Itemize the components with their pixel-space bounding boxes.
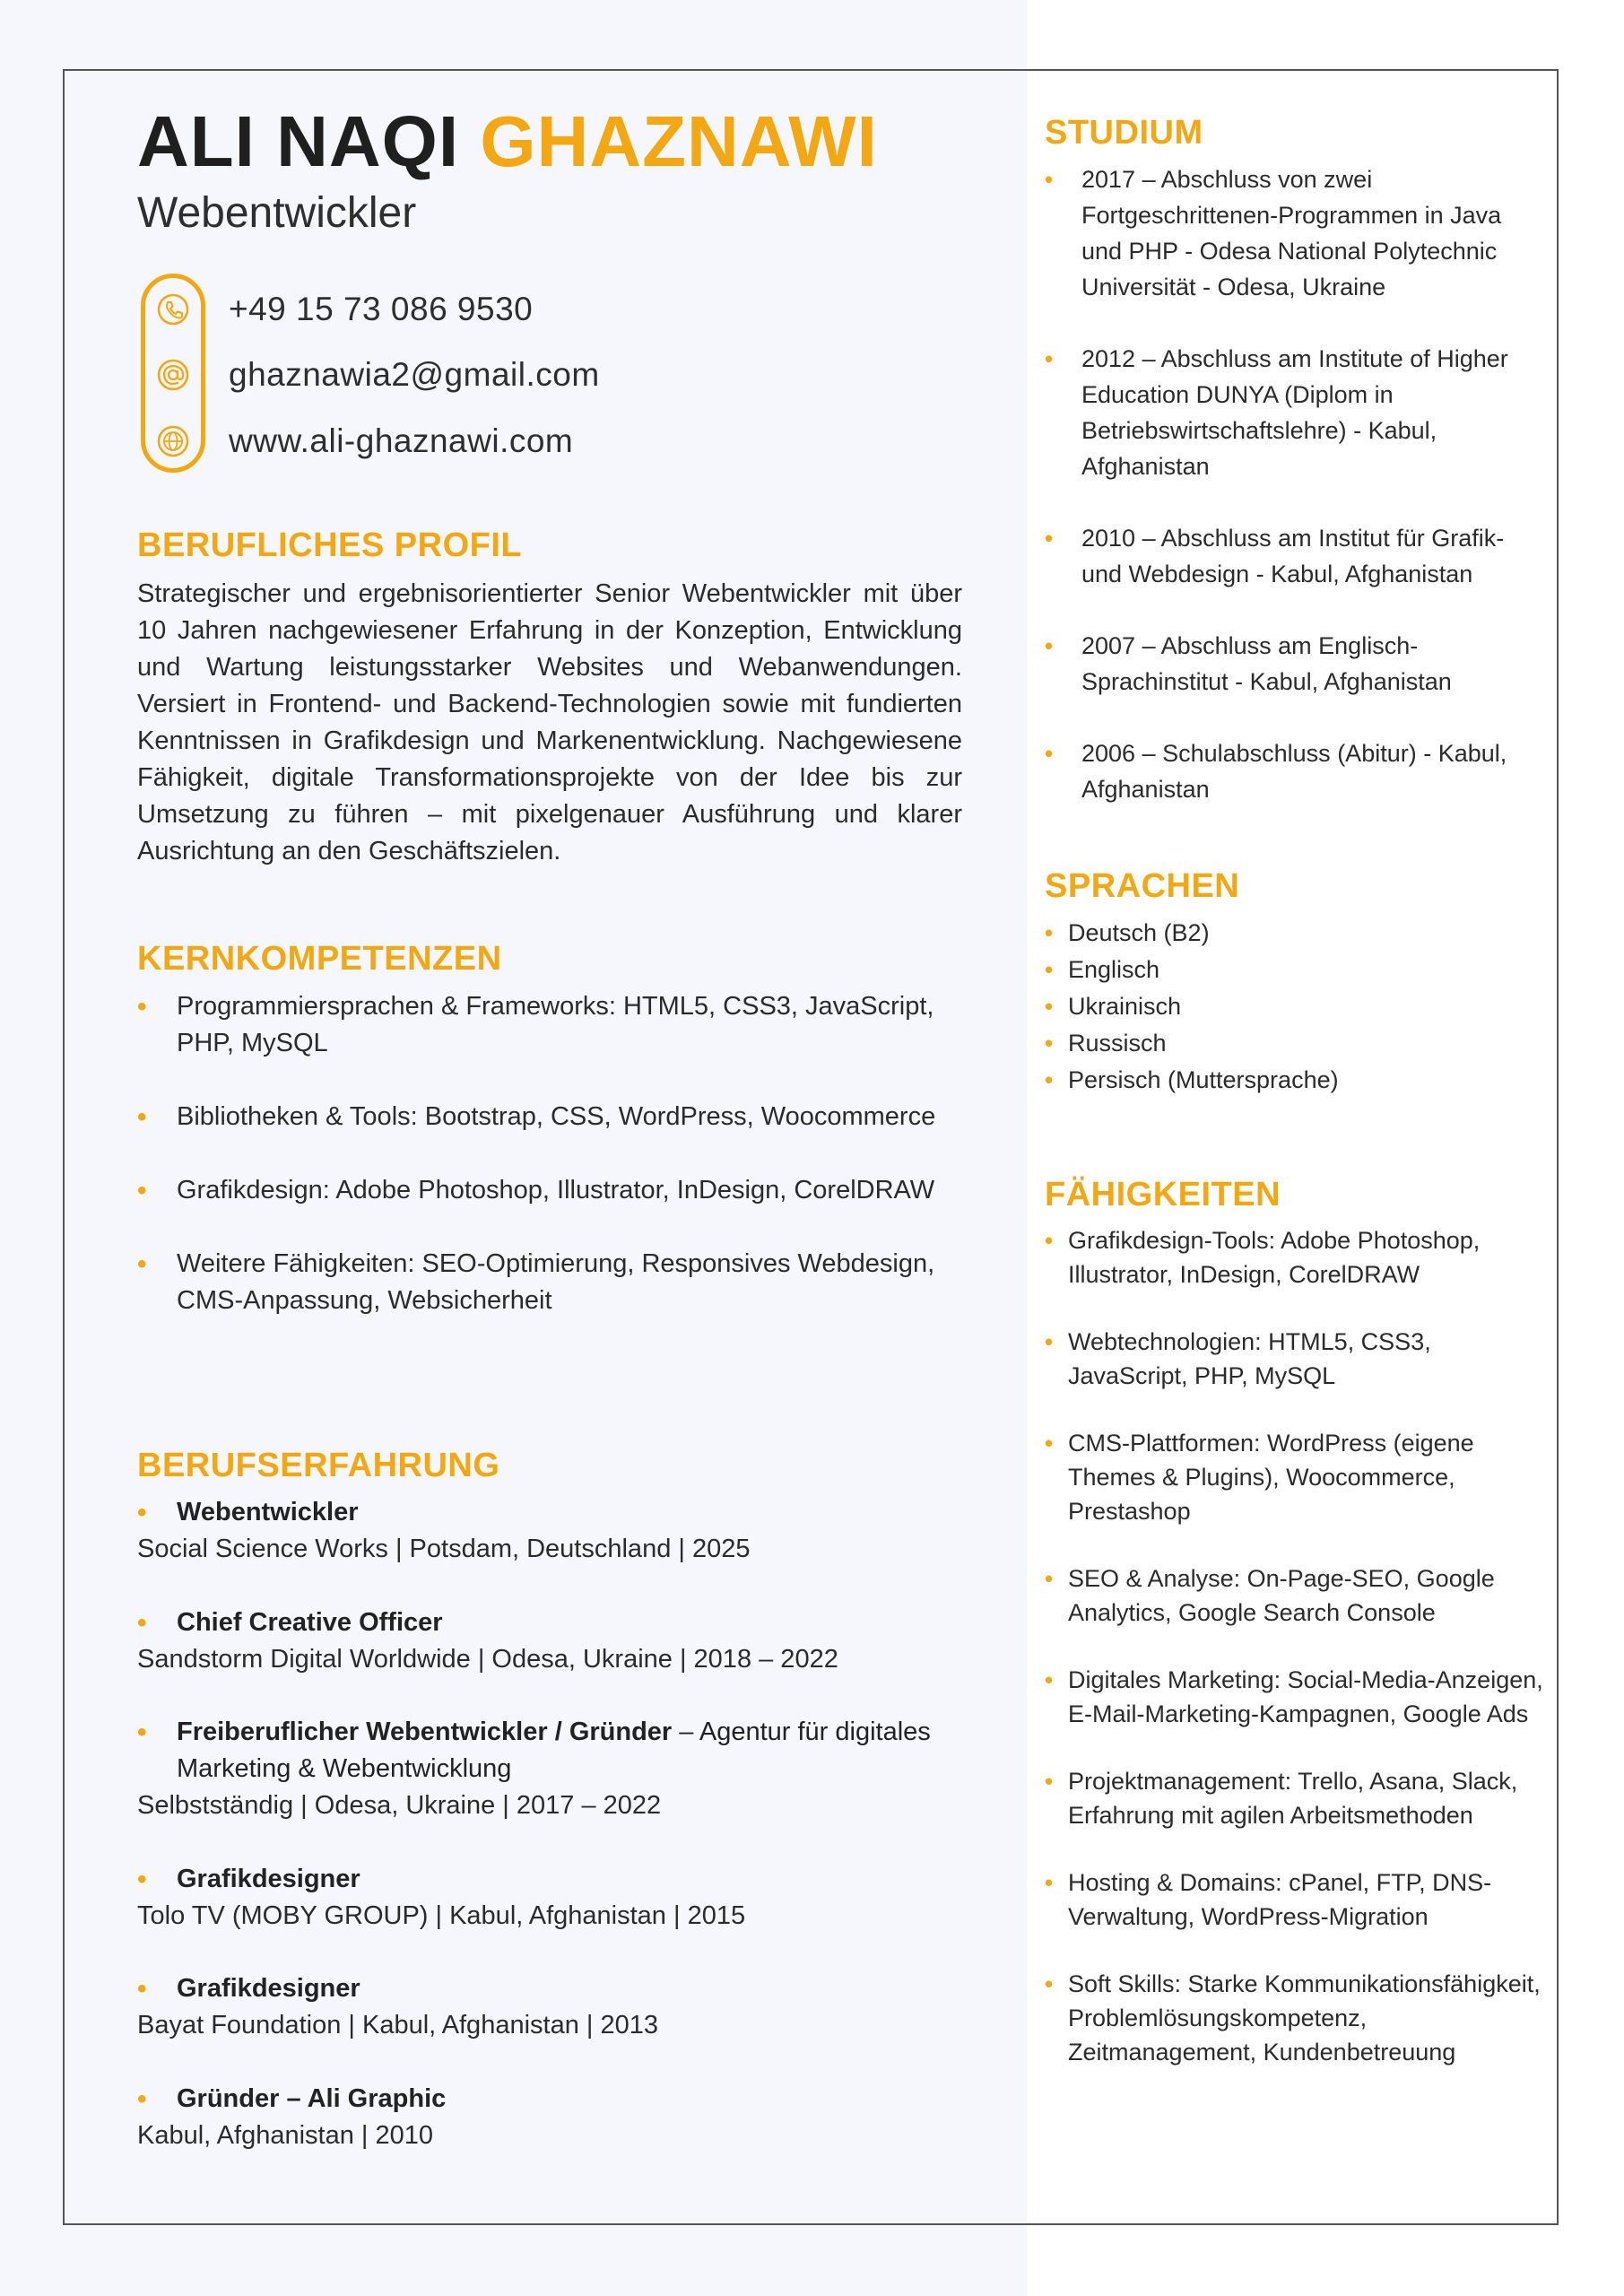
role-title: Freiberuflicher Webentwickler / Gründer	[177, 1718, 673, 1746]
list-item: • 2006 – Schulabschluss (Abitur) - Kabul, Afghanistan	[1045, 735, 1538, 807]
experience-role	[137, 1970, 962, 2007]
experience-entry	[137, 1494, 962, 1568]
list-item: • Grafikdesign: Adobe Photoshop, Illustrator, InDesign, CorelDRAW	[137, 1172, 980, 1209]
candidate-name	[137, 100, 878, 183]
list-item: • Weitere Fähigkeiten: SEO-Optimierung, Responsives Webdesign, CMS-Anpassung, Websicherheit	[137, 1246, 980, 1319]
experience-role	[137, 1605, 962, 1641]
website-url[interactable]: www.ali-ghaznawi.com	[229, 422, 574, 459]
list-item: • Webtechnologien: HTML5, CSS3, JavaScript, PHP, MySQL	[1045, 1325, 1556, 1393]
experience-detail: Kabul, Afghanistan | 2010	[137, 2121, 434, 2150]
role-title: Grafikdesigner	[177, 1865, 360, 1893]
list-item: • Deutsch (B2)	[1045, 915, 1511, 952]
competencies-list	[137, 988, 980, 1356]
list-item: • CMS-Plattformen: WordPress (eigene Themes & Plugins), Woocommerce, Prestashop	[1045, 1426, 1556, 1528]
first-names: ALI NAQI	[137, 101, 460, 181]
skills-heading: FÄHIGKEITEN	[1045, 1176, 1281, 1213]
list-item: • Ukrainisch	[1045, 988, 1511, 1025]
job-title: Webentwickler	[137, 189, 417, 237]
experience-entry	[137, 1970, 962, 2044]
list-item: • Projektmanagement: Trello, Asana, Slack, Erfahrung mit agilen Arbeitsmethoden	[1045, 1764, 1556, 1832]
list-item: • Englisch	[1045, 952, 1511, 988]
experience-heading: BERUFSERFAHRUNG	[137, 1447, 500, 1484]
list-item: • SEO & Analyse: On-Page-SEO, Google Analytics, Google Search Console	[1045, 1561, 1556, 1630]
list-item: • Persisch (Muttersprache)	[1045, 1062, 1511, 1099]
role-title: Grafikdesigner	[177, 1974, 360, 2003]
list-item: • 2007 – Abschluss am Englisch-Sprachinstitut - Kabul, Afghanistan	[1045, 628, 1538, 700]
list-item: • 2012 – Abschluss am Institute of Higher Education DUNYA (Diplom in Betriebswirtschaftslehre) - Kabul, Afghanistan	[1045, 341, 1538, 484]
list-item: • Programmiersprachen & Frameworks: HTML5, CSS3, JavaScript, PHP, MySQL	[137, 988, 980, 1062]
experience-entry	[137, 1714, 962, 1824]
surname: GHAZNAWI	[480, 101, 878, 181]
list-item: • Soft Skills: Starke Kommunikationsfähigkeit, Problemlösungskompetenz, Zeitmanagement, Kundenbetreuung	[1045, 1967, 1556, 2069]
skills-list	[1045, 1223, 1556, 2102]
role-title: Gründer – Ali Graphic	[177, 2084, 447, 2113]
experience-role	[137, 1714, 962, 1787]
competencies-heading: KERNKOMPETENZEN	[137, 940, 502, 978]
phone-number[interactable]: +49 15 73 086 9530	[229, 291, 534, 327]
role-title: Chief Creative Officer	[177, 1608, 443, 1637]
globe-icon	[155, 423, 191, 459]
languages-list	[1045, 915, 1511, 1099]
list-item: • Grafikdesign-Tools: Adobe Photoshop, Illustrator, InDesign, CorelDRAW	[1045, 1223, 1556, 1292]
list-item: • 2017 – Abschluss von zwei Fortgeschrittenen-Programmen in Java und PHP - Odesa National Polytechnic Universität - Odesa, Ukraine	[1045, 161, 1538, 305]
list-item: • Bibliotheken & Tools: Bootstrap, CSS, WordPress, Woocommerce	[137, 1099, 980, 1135]
experience-detail: Selbstständig | Odesa, Ukraine | 2017 – 2022	[137, 1791, 662, 1820]
experience-detail: Tolo TV (MOBY GROUP) | Kabul, Afghanistan | 2015	[137, 1901, 746, 1930]
list-item: • Russisch	[1045, 1025, 1511, 1062]
experience-role	[137, 1861, 962, 1898]
experience-role	[137, 2081, 962, 2118]
profile-heading: BERUFLICHES PROFIL	[137, 526, 523, 564]
at-icon	[155, 357, 191, 393]
role-description: – Agentur für digitales Marketing & Webentwicklung	[177, 1718, 931, 1783]
profile-text: Strategischer und ergebnisorientierter Senior Webentwickler mit über 10 Jahren nachgewiesener Erfahrung in der Konzeption, Entwicklung und Wartung leistungsstarker Websites und Webanwendungen. Versiert in Frontend- und Backend-Technologien sowie mit fundierten Kenntnissen in Grafikdesign und Markenentwicklung. Nachgewiesene Fähigkeit, digitale Transformationsprojekte von der Idee bis zur Umsetzung zu führen – mit pixelgenauer Ausführung und klarer Ausrichtung an den Geschäftszielen.	[137, 579, 962, 865]
list-item: • Digitales Marketing: Social-Media-Anzeigen, E-Mail-Marketing-Kampagnen, Google Ads	[1045, 1663, 1556, 1731]
education-heading: STUDIUM	[1045, 114, 1203, 152]
experience-entry	[137, 2081, 962, 2154]
experience-detail: Social Science Works | Potsdam, Deutschland | 2025	[137, 1535, 751, 1563]
phone-icon	[155, 291, 191, 327]
experience-detail: Sandstorm Digital Worldwide | Odesa, Ukraine | 2018 – 2022	[137, 1645, 838, 1674]
role-title: Webentwickler	[177, 1498, 359, 1526]
experience-entry	[137, 1605, 962, 1678]
education-list	[1045, 161, 1538, 843]
experience-detail: Bayat Foundation | Kabul, Afghanistan | 2013	[137, 2011, 658, 2039]
list-item: • Hosting & Domains: cPanel, FTP, DNS-Verwaltung, WordPress-Migration	[1045, 1866, 1556, 1934]
list-item: • 2010 – Abschluss am Institut für Grafik- und Webdesign - Kabul, Afghanistan	[1045, 520, 1538, 592]
experience-role	[137, 1494, 962, 1531]
email-address[interactable]: ghaznawia2@gmail.com	[229, 356, 600, 393]
experience-entry	[137, 1861, 962, 1935]
languages-heading: SPRACHEN	[1045, 867, 1240, 905]
